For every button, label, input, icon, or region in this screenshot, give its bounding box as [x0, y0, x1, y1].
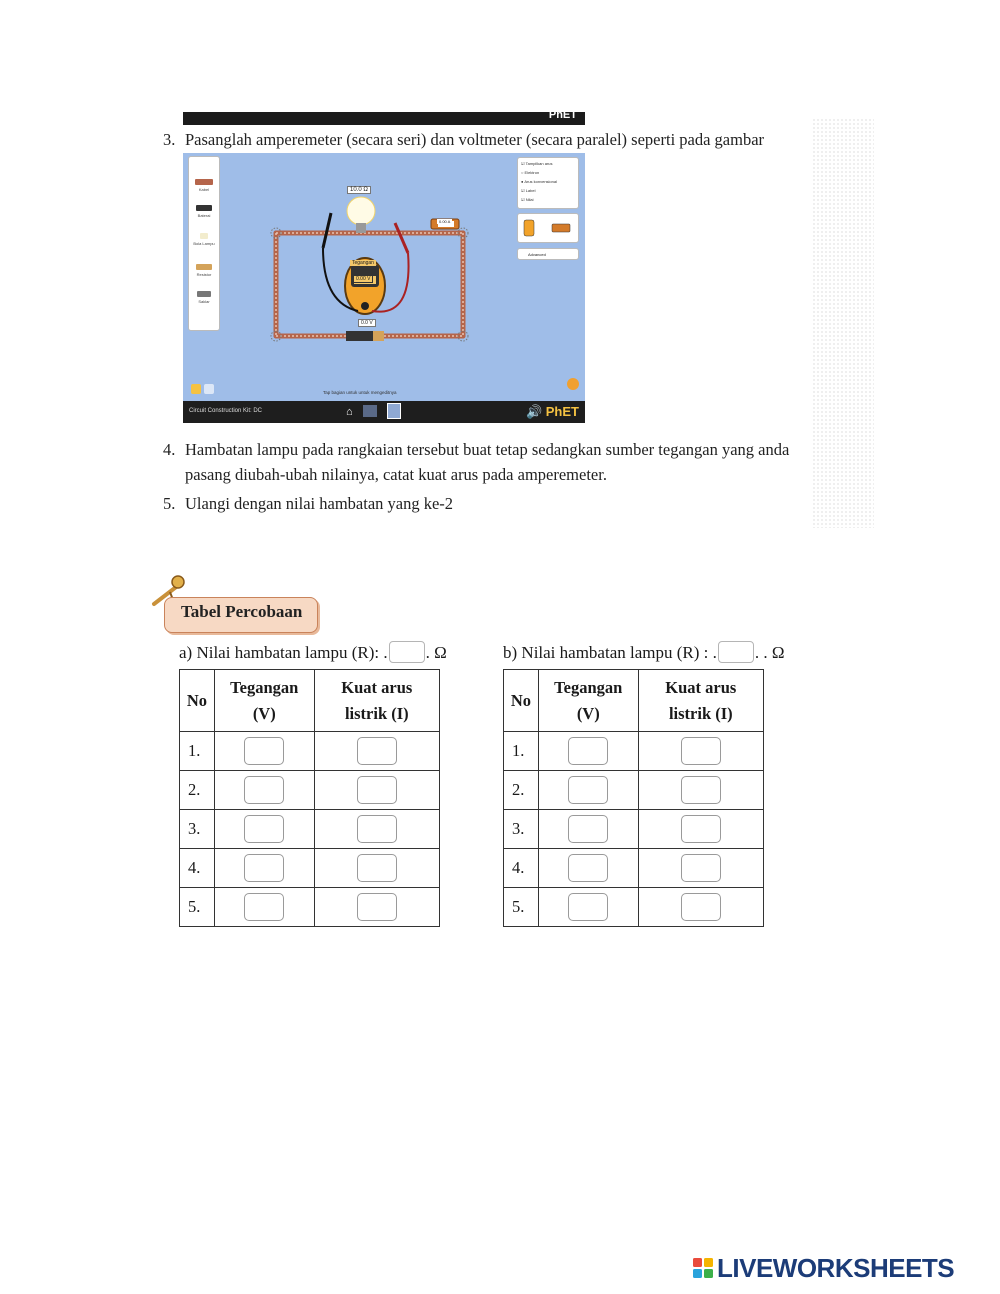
current-input[interactable]	[681, 854, 721, 882]
experiment-table-a	[179, 669, 440, 927]
voltage-input[interactable]	[244, 776, 284, 804]
resistance-label: 10.0 Ω	[347, 186, 371, 194]
col-current: Kuat arus listrik (I)	[638, 670, 763, 732]
meter-tools-panel[interactable]	[517, 213, 579, 243]
carousel-item-bulb[interactable]: Bola Lampu	[192, 233, 216, 246]
current-input[interactable]	[681, 776, 721, 804]
section-title: Tabel Percobaan	[181, 602, 303, 621]
table-row: 2.	[180, 771, 440, 810]
carousel-item-battery[interactable]: Baterai	[192, 205, 216, 218]
screen-tab-intro[interactable]	[363, 405, 377, 417]
table-row: 2.	[504, 771, 764, 810]
carousel-item-switch[interactable]: Saklar	[192, 291, 216, 304]
table-row: 5.	[504, 888, 764, 927]
reset-icon	[567, 378, 579, 390]
voltmeter-reading: 0.00 V	[353, 275, 373, 283]
voltage-input[interactable]	[568, 815, 608, 843]
meters-icon	[518, 214, 578, 242]
col-current: Kuat arus listrik (I)	[314, 670, 439, 732]
current-input[interactable]	[681, 815, 721, 843]
voltage-input[interactable]	[568, 776, 608, 804]
decorative-dot-pattern	[812, 118, 874, 528]
step-text: Pasanglah amperemeter (secara seri) dan voltmeter (secara paralel) seperti pada gambar	[185, 130, 765, 149]
table-row: 1.	[504, 732, 764, 771]
step-number: 5.	[163, 494, 176, 513]
voltage-input[interactable]	[244, 893, 284, 921]
option-conventional[interactable]: ● Arus konvensional	[521, 179, 557, 184]
sim-app-title: Circuit Construction Kit: DC	[189, 408, 263, 414]
display-options-panel	[517, 157, 579, 209]
table-row: 5.	[180, 888, 440, 927]
experiment-table-b	[503, 669, 764, 927]
zoom-out-icon	[191, 384, 201, 394]
col-no: No	[180, 670, 215, 732]
carousel-item-resistor[interactable]: Resistor	[192, 264, 216, 277]
sim-hint-text: Tap bagian untuk untuk mengeditnya	[323, 390, 397, 395]
advanced-panel[interactable]: Advanced	[517, 248, 579, 260]
current-input[interactable]	[357, 737, 397, 765]
step-5	[163, 492, 783, 516]
home-icon[interactable]: ⌂	[346, 406, 353, 418]
logo-grid-icon	[693, 1258, 713, 1278]
step-number: 4.	[163, 440, 176, 459]
voltmeter-icon	[345, 258, 385, 314]
voltage-input[interactable]	[244, 854, 284, 882]
step-text-continued: pasang diubah-ubah nilainya, catat kuat arus pada amperemeter.	[185, 465, 607, 484]
step-3	[163, 128, 783, 152]
resistance-a-input[interactable]	[389, 641, 425, 663]
voltage-input[interactable]	[244, 737, 284, 765]
previous-screenshot-strip	[183, 109, 585, 125]
ammeter-reading: 0.00 A	[439, 219, 451, 224]
table-row: 3.	[180, 810, 440, 849]
step-number: 3.	[163, 130, 176, 149]
option-values[interactable]: ☑ Nilai	[521, 197, 534, 202]
step-text: Ulangi dengan nilai hambatan yang ke-2	[185, 494, 454, 513]
table-row: 1.	[180, 732, 440, 771]
voltmeter-title: Tegangan	[352, 260, 374, 266]
voltage-input[interactable]	[568, 893, 608, 921]
prev-phet-brand: PhET	[548, 109, 577, 121]
current-input[interactable]	[681, 893, 721, 921]
screen-tab-lab[interactable]	[387, 403, 401, 419]
circuit-simulator-screenshot	[183, 153, 585, 423]
step-text: Hambatan lampu pada rangkaian tersebut buat tetap sedangkan sumber tegangan yang anda	[185, 440, 790, 459]
col-no: No	[504, 670, 539, 732]
current-input[interactable]	[357, 854, 397, 882]
table-row: 3.	[504, 810, 764, 849]
table-b-heading: b) Nilai hambatan lampu (R) : . . . Ω	[503, 643, 785, 662]
brand-wordmark: LIVEWORKSHEETS	[717, 1253, 955, 1283]
sim-navigation-bar	[183, 401, 585, 423]
component-carousel[interactable]	[188, 156, 220, 331]
current-input[interactable]	[357, 815, 397, 843]
option-labels[interactable]: ☑ Label	[521, 188, 536, 193]
voltage-input[interactable]	[244, 815, 284, 843]
current-input[interactable]	[681, 737, 721, 765]
phet-brand: 🔊 PhET	[525, 404, 579, 419]
zoom-in-icon	[204, 384, 214, 394]
voltage-input[interactable]	[568, 737, 608, 765]
option-show-current[interactable]: ☑ Tampilkan arus	[521, 161, 553, 166]
voltage-input[interactable]	[568, 854, 608, 882]
bulb-icon	[347, 197, 375, 233]
section-title-badge	[164, 597, 318, 633]
table-a-heading: a) Nilai hambatan lampu (R): . . Ω	[179, 643, 447, 662]
col-voltage: Tegangan (V)	[538, 670, 638, 732]
col-voltage: Tegangan (V)	[214, 670, 314, 732]
resistance-b-input[interactable]	[718, 641, 754, 663]
step-4	[163, 438, 790, 488]
table-row: 4.	[504, 849, 764, 888]
current-input[interactable]	[357, 776, 397, 804]
current-input[interactable]	[357, 893, 397, 921]
option-electrons[interactable]: ○ Elektron	[521, 170, 540, 175]
carousel-item-wire[interactable]: Kabel	[192, 179, 216, 192]
battery-label: 0.0 V	[358, 319, 376, 327]
table-row: 4.	[180, 849, 440, 888]
